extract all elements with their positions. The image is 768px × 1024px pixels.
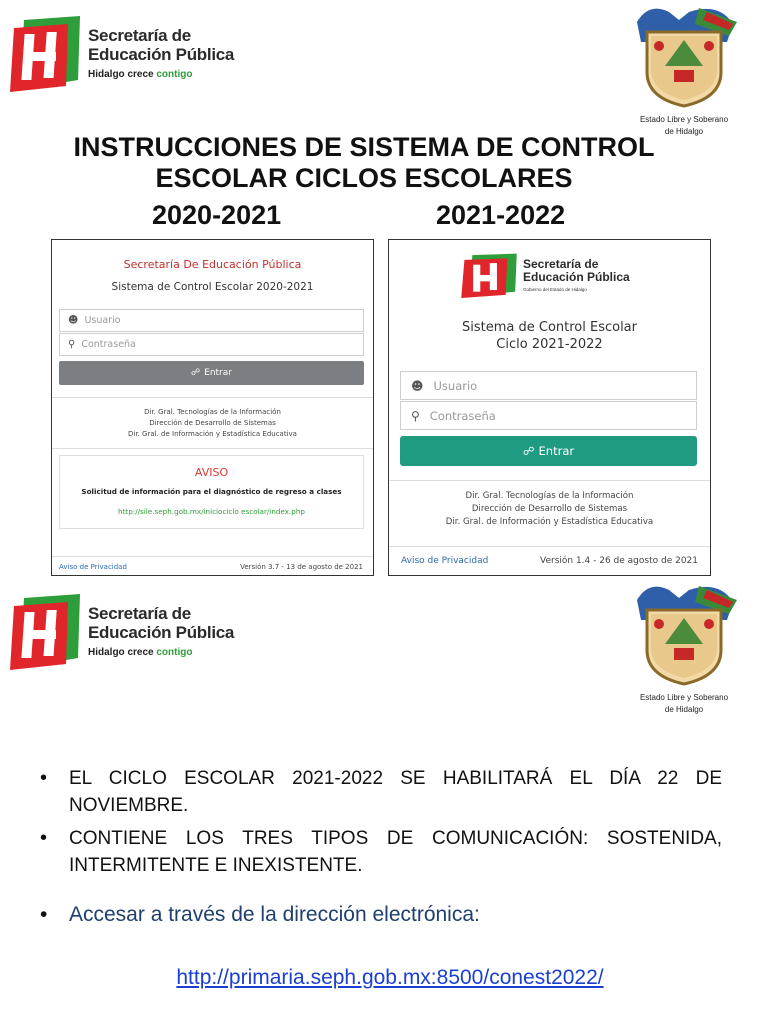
aviso-box — [59, 455, 364, 529]
list-item: • CONTIENE LOS TRES TIPOS DE COMUNICACIÓN: SOSTENIDA, INTERMITENTE E INEXISTENTE. — [40, 825, 722, 879]
key-icon: ⚲ — [411, 408, 420, 423]
privacy-link-2020[interactable]: Aviso de Privacidad — [59, 563, 127, 571]
version-2021: Versión 1.4 - 26 de agosto de 2021 — [540, 556, 698, 566]
key-icon: ⚲ — [68, 339, 76, 350]
sep-logo-top — [10, 14, 234, 92]
privacy-link-2021[interactable]: Aviso de Privacidad — [401, 556, 489, 566]
sep-name-line1: Secretaría de — [88, 25, 191, 45]
list-item: • EL CICLO ESCOLAR 2021-2022 SE HABILITARÁ EL DÍA 22 DE NOVIEMBRE. — [40, 765, 722, 819]
sep-logo-bottom — [10, 592, 234, 670]
username-input-2021[interactable]: ☻ Usuario — [400, 371, 697, 400]
hidalgo-crest-bottom — [626, 580, 742, 714]
panel-2021-subheading: Sistema de Control Escolar Ciclo 2021-2022 — [461, 320, 637, 352]
crest-caption-2: de Hidalgo — [664, 704, 704, 714]
lock-icon: ☍ — [522, 444, 535, 458]
user-icon: ☻ — [411, 378, 424, 393]
password-input-2021[interactable]: ⚲ Contraseña — [400, 401, 697, 430]
title-line-1: INSTRUCCIONES DE SISTEMA DE CONTROL — [73, 132, 655, 162]
panel-2020-subheading: Sistema de Control Escolar 2020-2021 — [111, 281, 314, 293]
lock-icon: ☍ — [191, 368, 201, 378]
instruction-list — [40, 765, 722, 885]
login-button-2020[interactable]: ☍ Entrar — [59, 361, 364, 385]
panel-2020-credits: Dir. Gral. Tecnologías de la Información Dirección de Desarrollo de Sistemas Dir. Gral. de Información y Estadística Educativa — [128, 408, 297, 438]
sep-name-line2: Educación Pública — [88, 623, 235, 643]
title-line-2: ESCOLAR CICLOS ESCOLARES — [155, 163, 573, 193]
sep-name-line1: Secretaría de — [88, 603, 191, 623]
aviso-link[interactable]: http://sile.seph.gob.mx/inicіociclo escolar/index.php — [118, 507, 305, 516]
aviso-title: AVISO — [194, 466, 229, 479]
document-title — [0, 132, 728, 194]
username-input-2020[interactable]: ☻ Usuario — [59, 309, 364, 332]
sep-tagline: Hidalgo crece contigo — [88, 68, 193, 80]
sep-h-logo-icon — [10, 14, 80, 92]
panel-2020-heading: Secretaría De Educación Pública — [123, 258, 302, 271]
aviso-text: Solicitud de información para el diagnóstico de regreso a clases — [81, 487, 342, 496]
password-input-2020[interactable]: ⚲ Contraseña — [59, 333, 364, 356]
version-2020: Versión 3.7 - 13 de agosto de 2021 — [240, 563, 363, 571]
login-button-2021[interactable]: ☍ Entrar — [400, 436, 697, 466]
crest-caption-2: de Hidalgo — [664, 126, 704, 136]
panel-2021-credits: Dir. Gral. Tecnologías de la Información Dirección de Desarrollo de Sistemas Dir. Gral. de Información y Estadística Educativa — [445, 491, 654, 527]
sep-name-line2: Educación Pública — [88, 45, 235, 65]
coat-of-arms-icon — [629, 580, 739, 686]
coat-of-arms-icon — [629, 2, 739, 108]
year-left: 2020-2021 — [152, 200, 282, 230]
year-right: 2021-2022 — [436, 200, 566, 230]
crest-caption-1: Estado Libre y Soberano — [639, 115, 729, 124]
access-url-link[interactable]: http://primaria.seph.gob.mx:8500/conest2022/ — [176, 966, 604, 989]
sep-h-logo-icon — [10, 592, 80, 670]
sep-h-logo-icon — [461, 252, 517, 298]
hidalgo-crest-top — [626, 2, 742, 136]
login-screenshot-2020 — [51, 239, 374, 576]
access-instruction: • Accesar a través de la dirección electrónica: — [40, 903, 480, 927]
login-screenshot-2021 — [388, 239, 711, 576]
sep-tagline: Hidalgo crece contigo — [88, 646, 193, 658]
crest-caption-1: Estado Libre y Soberano — [639, 693, 729, 702]
user-icon: ☻ — [68, 315, 79, 326]
panel-2021-logo: Secretaría de Educación Pública Gobierno del Estado de Hidalgo — [461, 252, 630, 298]
